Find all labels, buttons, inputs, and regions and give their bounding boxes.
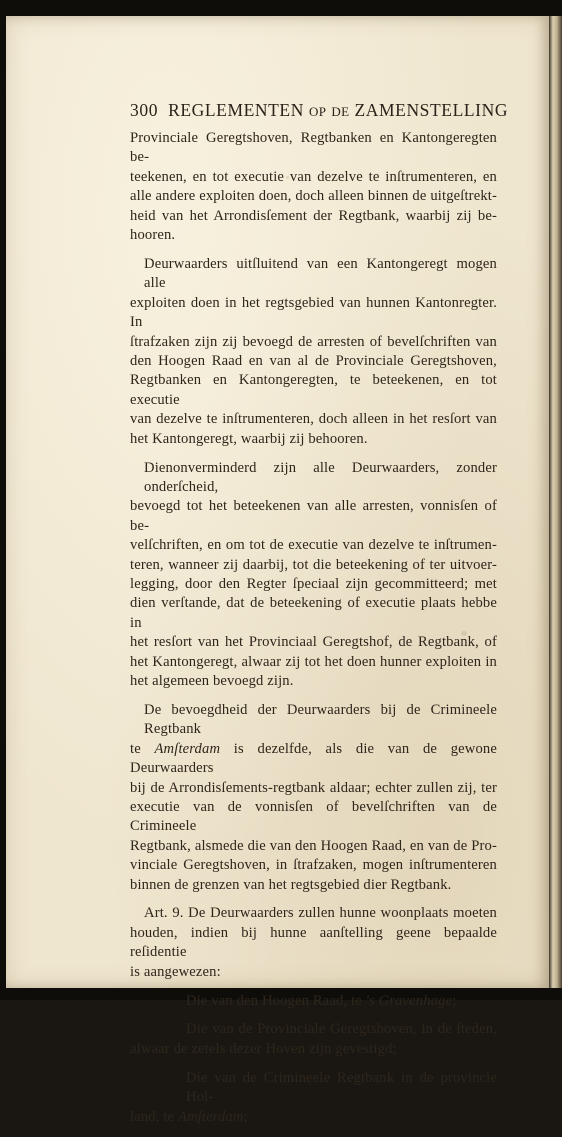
text-line-with-italic: Die van den Hoogen Raad, te 's Gravenhage; xyxy=(186,992,457,1009)
paragraph-6 xyxy=(130,992,497,1011)
text-line: is aangewezen: xyxy=(130,963,221,980)
header-title-op: OP xyxy=(308,104,327,119)
header-title-part1: REGLEMENTEN xyxy=(168,100,304,120)
text-line: Regtbank, alsmede die van den Hoogen Raad, en van de Pro- xyxy=(130,837,497,854)
text-line: velſchriften, en om tot de executie van dezelve te inſtrumen- xyxy=(130,537,497,554)
text-line: van dezelve te inſtrumenteren, doch alleen in het resſort van xyxy=(130,411,497,428)
body-text xyxy=(130,129,497,1137)
page-number: 300 xyxy=(130,100,159,120)
text-line: Dienonverminderd zijn alle Deurwaarders, zonder onderſcheid, xyxy=(144,459,497,495)
paragraph-2 xyxy=(130,255,497,449)
text-line: hooren. xyxy=(130,227,176,244)
header-title-de: DE xyxy=(331,104,350,119)
text-line: het algemeen bevoegd zijn. xyxy=(130,672,294,689)
italic-amsterdam: Amſterdam xyxy=(154,740,221,757)
text-line: executie van de vonnisſen of bevelſchriften van de Crimineele xyxy=(130,798,497,835)
running-header xyxy=(130,100,509,121)
text-line: teren, wanneer zij daarbij, tot die beteekening of ter uitvoer- xyxy=(130,556,497,573)
text-line: dien verſtande, dat de beteekening of executie plaats hebbe in xyxy=(130,595,497,631)
text-line: Art. 9. De Deurwaarders zullen hunne woonplaats moeten xyxy=(144,905,497,922)
text-line: exploiten doen in het regtsgebied van hunnen Kantonregter. In xyxy=(130,294,497,331)
text-line: teekenen, en tot executie van dezelve te inſtrumenteren, en xyxy=(130,168,497,185)
paragraph-8 xyxy=(130,1069,497,1127)
header-title-part2: ZAMENSTELLING xyxy=(354,100,509,120)
text-line: heid van het Arrondisſement der Regtbank, waarbij zij be- xyxy=(130,207,497,224)
text-line: Deurwaarders uitſluitend van een Kantongeregt mogen alle xyxy=(144,255,497,292)
text-line: bevoegd tot het beteekenen van alle arresten, vonnisſen of be- xyxy=(130,498,497,534)
text-line: binnen de grenzen van het regtsgebied dier Regtbank. xyxy=(130,876,452,893)
text-line: vinciale Geregtshoven, in ſtrafzaken, mogen inſtrumenteren xyxy=(130,857,497,874)
text-line: De bevoegdheid der Deurwaarders bij de Crimineele Regtbank xyxy=(144,701,497,738)
text-line: Provinciale Geregtshoven, Regtbanken en Kantongeregten be- xyxy=(130,130,497,166)
paragraph-5 xyxy=(130,904,497,982)
text-line-with-italic: land, te Amſterdam; xyxy=(130,1108,248,1125)
text-line: alwaar de zetels dezer Hoven zijn gevestigd; xyxy=(130,1040,397,1057)
text-line: ſtrafzaken zijn zij bevoegd de arresten of bevelſchriften van xyxy=(130,333,497,350)
text-line: bij de Arrondisſements-regtbank aldaar; echter zullen zij, ter xyxy=(130,779,497,796)
text-line-with-italic: te Amſterdam is dezelfde, als die van de gewone Deurwaarders xyxy=(130,740,497,777)
paragraph-4 xyxy=(130,701,497,895)
text-line: het resſort van het Provinciaal Geregtshof, de Regtbank, of xyxy=(130,634,497,651)
text-line: Regtbanken en Kantongeregten, te beteekenen, en tot executie xyxy=(130,372,497,408)
paragraph-3 xyxy=(130,459,497,692)
text-line: alle andere exploiten doen, doch alleen binnen de uitgeſtrekt- xyxy=(130,188,497,205)
text-line: Die van de Crimineele Regtbank in de provincie Hol- xyxy=(186,1069,497,1106)
italic-amsterdam: Amſterdam xyxy=(177,1108,244,1125)
text-line: het Kantongeregt, waarbij zij behooren. xyxy=(130,430,368,447)
italic-gravenhage: 's Gravenhage xyxy=(365,992,453,1009)
page-edge xyxy=(549,16,562,988)
text-line: legging, door den Regter ſpeciaal zijn gecommitteerd; met xyxy=(130,575,497,592)
text-line: houden, indien bij hunne aanſtelling geene bepaalde reſidentie xyxy=(130,924,497,961)
paragraph-7 xyxy=(130,1020,497,1059)
text-line: het Kantongeregt, alwaar zij tot het doen hunner exploiten in xyxy=(130,653,497,670)
text-line: den Hoogen Raad en van al de Provinciale Geregtshoven, xyxy=(130,352,497,369)
paragraph-1 xyxy=(130,129,497,245)
text-line: Die van de Provinciale Geregtshoven, in de ſteden, xyxy=(186,1021,497,1038)
